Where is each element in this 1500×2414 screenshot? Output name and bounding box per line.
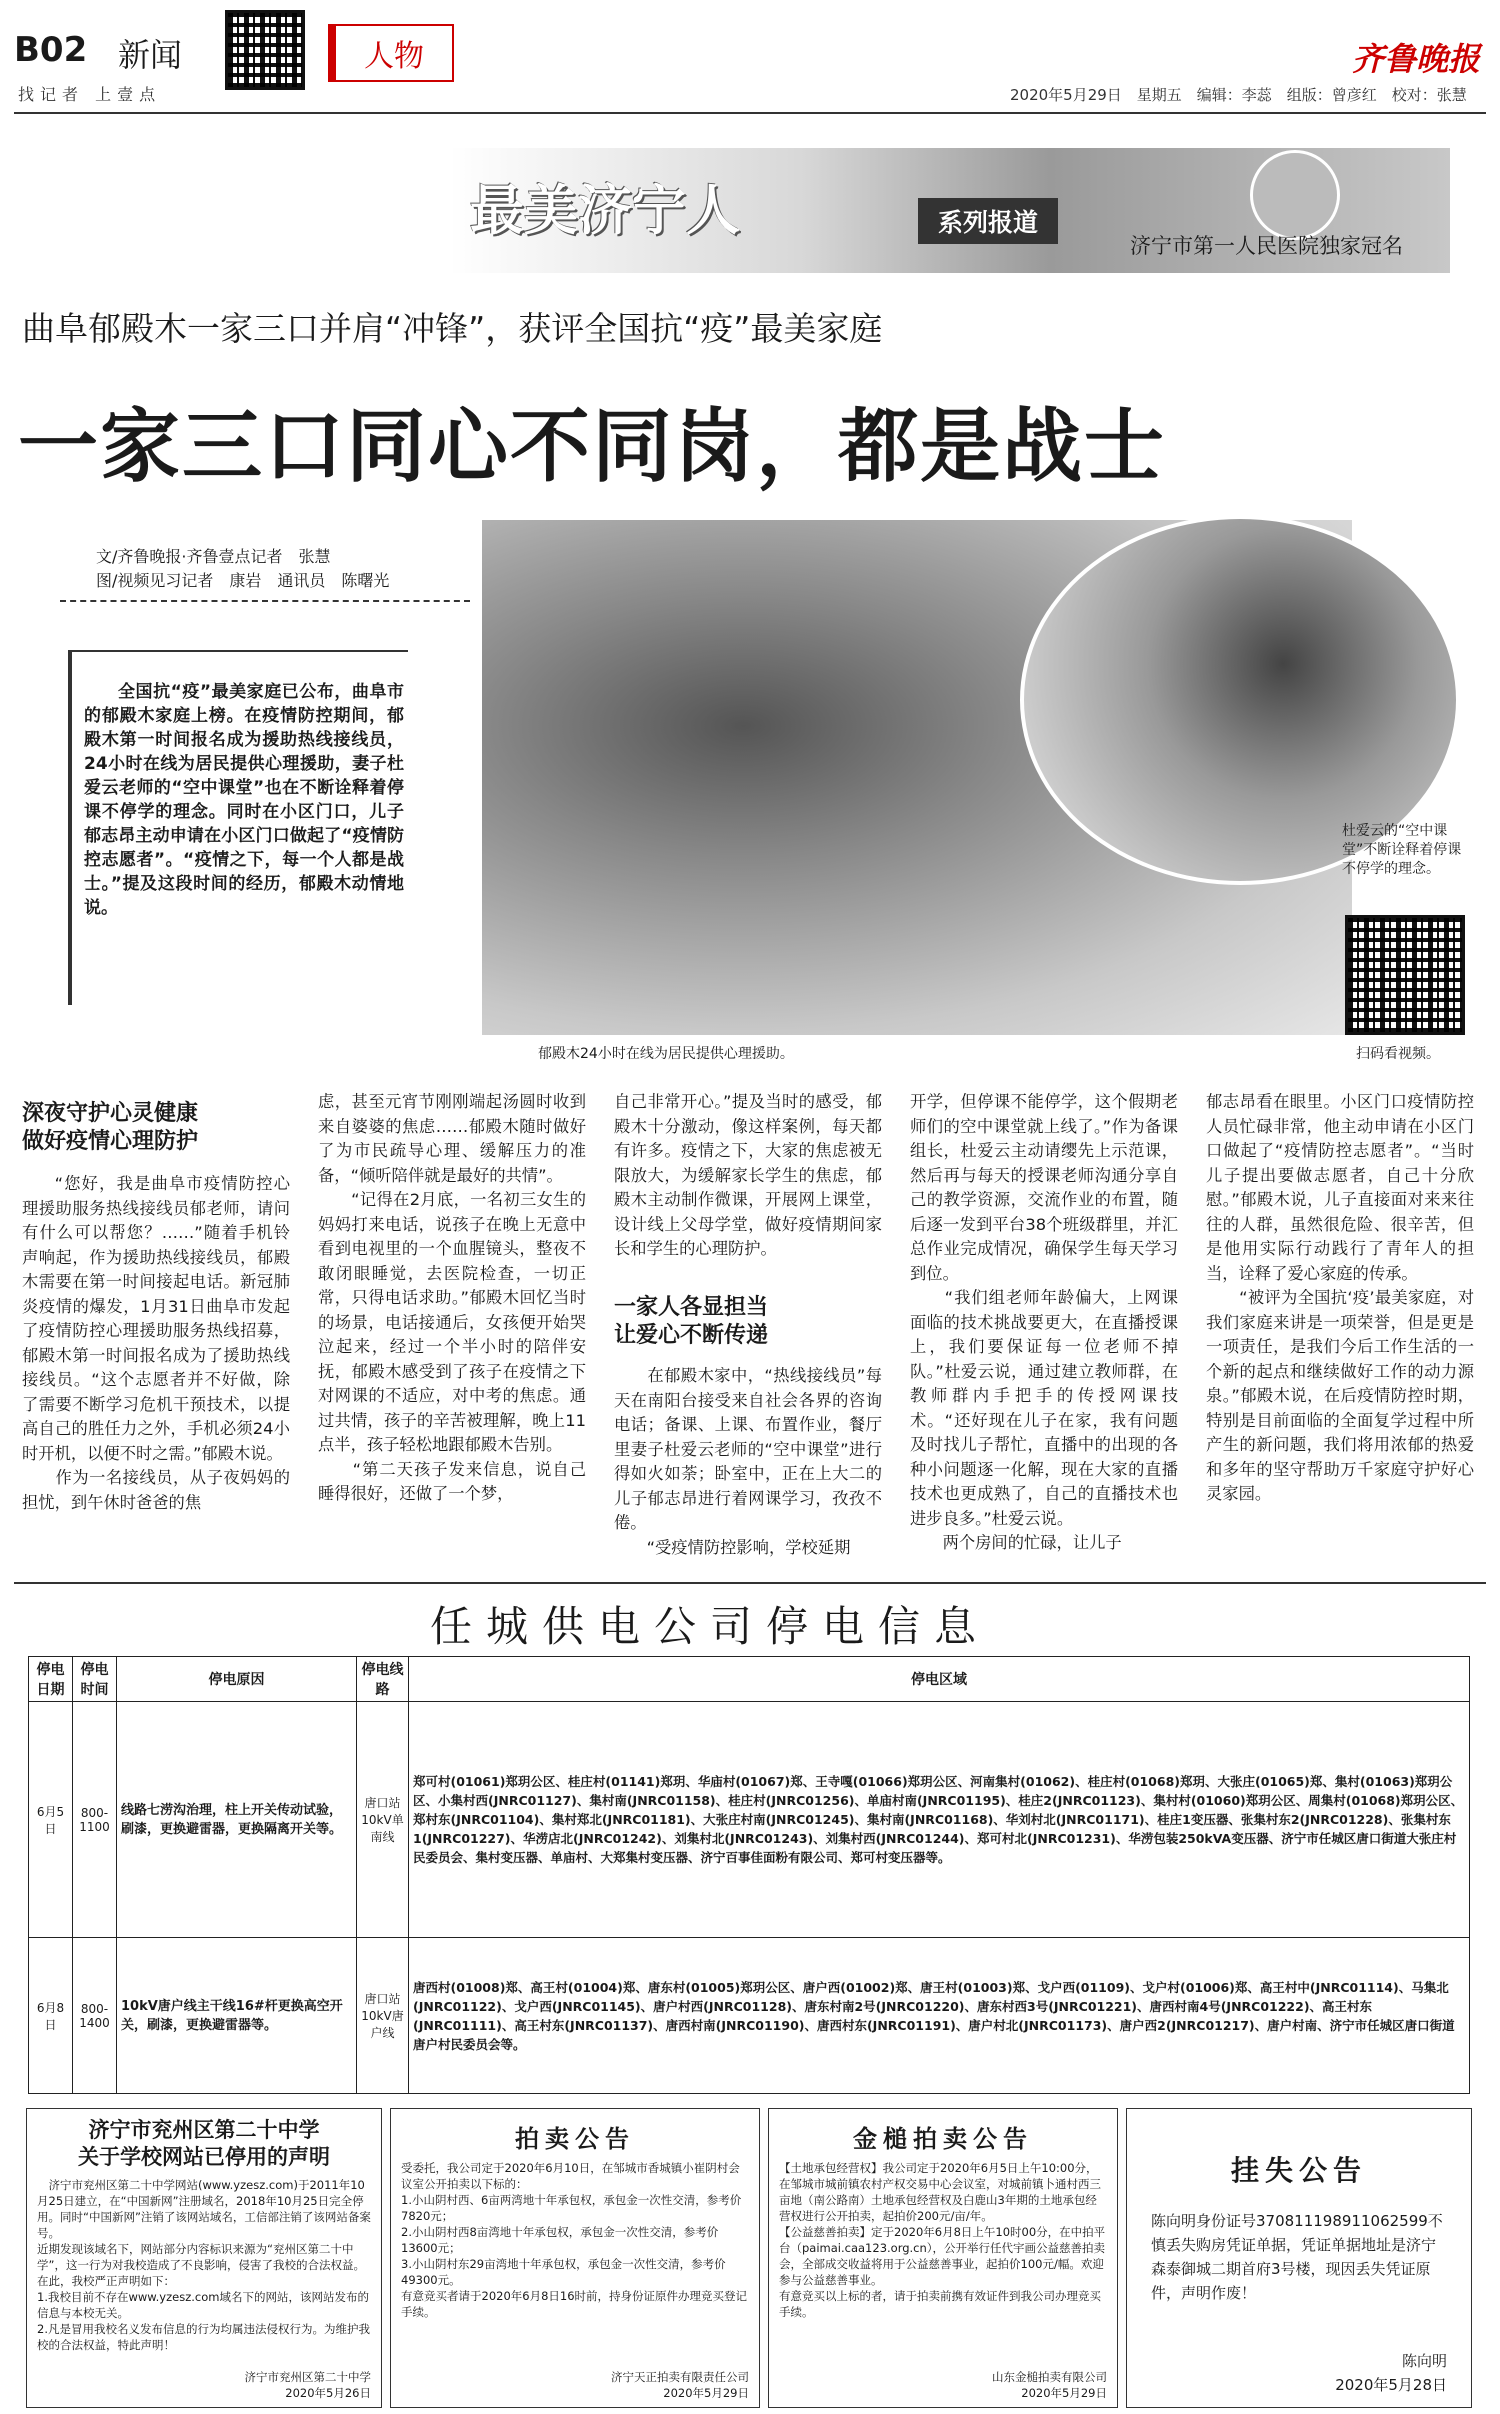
lost-notice-date: 2020年5月28日 xyxy=(1335,2376,1447,2394)
auction-notice-title: 拍卖公告 xyxy=(515,2125,635,2153)
banner-title: 最美济宁人 xyxy=(470,178,740,242)
hospital-emblem-icon xyxy=(1250,150,1340,240)
section-tag: 人物 xyxy=(328,24,454,82)
row-line: 唐口站10kV唐户线 xyxy=(357,1938,409,2094)
section-heading-1: 深夜守护心灵健康 做好疫情心理防护 xyxy=(22,1101,199,1154)
gold-auction-notice xyxy=(768,2108,1118,2408)
article-headline: 一家三口同心不同岗，都是战士 xyxy=(18,400,1166,493)
article-intro: 全国抗“疫”最美家庭已公布，曲阜市的郁殿木家庭上榜。在疫情防控期间，郁殿木第一时间报名成为援助热线接线员，24小时在线为居民提供心理援助，妻子杜爱云老师的“空中课堂”也在不断诠释着停课不停学的理念。同时在小区门口，儿子郁志昂主动申请在小区门口做起了“疫情防控志愿者”。“疫情之下，每一个人都是战士。”提及这段时间的经历，郁殿木动情地说。 xyxy=(84,682,404,918)
row-date: 6月8日 xyxy=(29,1938,73,2094)
header-date: 停电日期 xyxy=(29,1657,73,1702)
header-reason: 停电原因 xyxy=(117,1657,357,1702)
gold-auction-sign: 山东金槌拍卖有限公司 xyxy=(992,2370,1107,2384)
row-date: 6月5日 xyxy=(29,1702,73,1938)
article-column-1: “您好，我是曲阜市疫情防控心理援助服务热线接线员郁老师，请问有什么可以帮您？……”随着手机铃声响起，作为援助热线接线员，郁殿木需要在第一时间接起电话。新冠肺炎疫情的爆发，1月31日曲阜市发起了疫情防控心理援助服务热线招募，郁殿木第一时间报名成为了援助热线接线员。“这个志愿者并不好做，除了需要不断学习危机干预技术，以提高自己的胜任力之外，手机必须24小时开机，以便不时之需。”郁殿木说。 作为一名接线员，从子夜妈妈的担忧，到午休时爸爸的焦 xyxy=(22,1174,290,1512)
article-column-3b: 在郁殿木家中，“热线接线员”每天在南阳台接受来自社会各界的咨询电话；备课、上课、布置作业，餐厅里妻子杜爱云老师的“空中课堂”进行得如火如荼；卧室中，正在上大二的儿子郁志昂进行着网课学习，孜孜不倦。 “受疫情防控影响，学校延期 xyxy=(614,1366,882,1557)
article-column-4: 开学，但停课不能停学，这个假期老师们的空中课堂就上线了。”作为备课组长，杜爱云主动请缨先上示范课，然后再与每天的授课老师沟通分享自己的教学资源，交流作业的布置，随后逐一发到平台38个班级群里，并汇总作业完成情况，确保学生每天学习到位。 “我们组老师年龄偏大，上网课面临的技术挑战要更大，在直播授课上，我们要保证每一位老师不掉队。”杜爱云说，通过建立教师群，在教师群内手把手的传授网课技术。“还好现在儿子在家，我有问题及时找儿子帮忙，直播中的出现的各种小问题逐一化解，现在大家的直播技术也更成熟了，自己的直播技术也进步良多。”杜爱云说。 两个房间的忙碌，让儿子 xyxy=(910,1092,1178,1552)
school-notice xyxy=(26,2108,382,2408)
power-outage-title: 任城供电公司停电信息 xyxy=(430,1602,991,1651)
qr-caption: 扫码看视频。 xyxy=(1356,1046,1440,1062)
lost-notice-sign: 陈向明 xyxy=(1401,2352,1447,2370)
table-row xyxy=(29,1938,1470,2094)
auction-notice-body: 受委托，我公司定于2020年6月10日，在邹城市香城镇小崔阴村会议室公开拍卖以下标的： 1.小山阴村西、6亩两湾地十年承包权，承包金一次性交清，参考价7820元； 2.小山阴村西8亩湾地十年承包权，承包金一次性交清，参考价13600元； 3.小山阴村东29亩湾地十年承包权，承包金一次性交清，参考价49300元。 有意竞买者请于2020年6月8日16时前，持身份证原件办理竞买登记手续。 xyxy=(401,2161,748,2319)
article-subheadline: 曲阜郁殿木一家三口并肩“冲锋”，获评全国抗“疫”最美家庭 xyxy=(22,309,883,348)
auction-notice xyxy=(390,2108,760,2408)
header-rule xyxy=(14,112,1486,114)
section-slogan: 找记者 上壹点 xyxy=(18,85,162,104)
auction-notice-sign: 济宁天正拍卖有限责任公司 xyxy=(611,2370,749,2384)
school-notice-body: 济宁市兖州区第二十中学网站(www.yzesz.com)于2011年10月25日建立，在“中国新网”注册域名，2018年10月25日完全停用。同时“中国新网”注销了该网站域名，工信部注销了该网站备案号。 近期发现该域名下，网站部分内容标识来源为“兖州区第二十中学”，这一行为对我校造成了不良影响，侵害了我校的合法权益。在此，我校严正声明如下： 1.我校目前不存在www.yzesz.com域名下的网站，该网站发布的信息与本校无关。 2.凡是冒用我校名义发布信息的行为均属违法侵权行为。为维护我校的合法权益，特此声明！ xyxy=(37,2178,371,2352)
gold-auction-date: 2020年5月29日 xyxy=(1021,2386,1107,2400)
byline-writer: 文/齐鲁晚报·齐鲁壹点记者 张慧 xyxy=(96,547,331,566)
header-line: 停电线路 xyxy=(357,1657,409,1702)
byline-photographer: 图/视频见习记者 康岩 通讯员 陈曙光 xyxy=(96,571,390,590)
page-number: B02 xyxy=(14,30,88,70)
row-area: 郑可村(01061)郑玥公区、桂庄村(01141)郑玥、华庙村(01067)郑、王寺嘎(01066)郑玥公区、河南集村(01062)、桂庄村(01068)郑玥、大张庄(01065)郑、集村(01063)郑玥公区、小集村西(JNRC01127)、集村南(JNRC01158)、桂庄村(JNRC01256)、单庙村南(JNRC01195)、桂庄2(JNRC01123)、集村村(01060)郑玥公区、周集村(01068)郑玥公区、郑村东(JNRC01104)、集村郑北(JNRC01181)、大张庄村南(JNRC01245)、集村南(JNRC01168)、华刘村北(JNRC01171)、桂庄1变压器、张集村东2(JNRC01228)、张集村东1(JNRC01227)、华涝店北(JNRC01242)、刘集村北(JNRC01243)、刘集村西(JNRC01244)、郑可村北(JNRC01231)、华涝包装250kVA变压器、济宁市任城区唐口街道大张庄村民委员会、集村变压器、单庙村、大郑集村变压器、济宁百事佳面粉有限公司、郑可村变压器等。 xyxy=(409,1702,1470,1938)
header-time: 停电时间 xyxy=(73,1657,117,1702)
school-notice-title: 济宁市兖州区第二十中学 关于学校网站已停用的声明 xyxy=(78,2118,330,2169)
table-row xyxy=(29,1702,1470,1938)
newspaper-logo: 齐鲁晚报 xyxy=(1351,40,1480,78)
article-column-5: 郁志昂看在眼里。小区门口疫情防控人员忙碌非常，他主动申请在小区门口做起了“疫情防控志愿者”。“当时儿子提出要做志愿者，自己十分欣慰。”郁殿木说，儿子直接面对来来往往的人群，虽然很危险、很辛苦，但是他用实际行动践行了青年人的担当，诠释了爱心家庭的传承。 “被评为全国抗‘疫’最美家庭，对我们家庭来讲是一项荣誉，但是更是一项责任，是我们今后工作生活的一个新的起点和继续做好工作的动力源泉。”郁殿木说，在后疫情防控时期，特别是目前面临的全面复学过程中所产生的新问题，我们将用浓郁的热爱和多年的坚守帮助万千家庭守护好心灵家园。 xyxy=(1206,1092,1474,1503)
power-section-rule xyxy=(14,1582,1486,1584)
main-photo-caption: 郁殿木24小时在线为居民提供心理援助。 xyxy=(538,1046,794,1062)
gold-auction-body: 【土地承包经营权】我公司定于2020年6月5日上午10:00分，在邹城市城前镇农村产权交易中心会议室，对城前镇卜通村西三亩地（南公路南）土地承包经营权及白鹿山3年期的土地承包经营权进行公开拍卖，起拍价200元/亩/年。 【公益慈善拍卖】定于2020年6月8日上午10时00分，在中拍平台（paimai.caa123.org.cn），公开举行任代宇画公益慈善拍卖会，全部成交收益将用于公益慈善事业，起拍价100元/幅。欢迎参与公益慈善事业。 有意竞买以上标的者，请于拍卖前携有效证件到我公司办理竞买手续。 xyxy=(779,2161,1106,2319)
row-reason: 10kV唐户线主干线16#杆更换高空开关，刷漆，更换避雷器等。 xyxy=(117,1938,357,2094)
header-area: 停电区域 xyxy=(409,1657,1470,1702)
series-label: 系列报道 xyxy=(918,198,1058,244)
row-time: 800-1100 xyxy=(73,1702,117,1938)
byline-divider xyxy=(60,600,470,602)
dateline: 2020年5月29日 星期五 编辑：李蕊 组版：曾彦红 校对：张慧 xyxy=(1010,86,1467,104)
lost-notice xyxy=(1126,2108,1472,2408)
power-outage-table xyxy=(28,1656,1470,2094)
section-heading-2: 一家人各显担当 让爱心不断传递 xyxy=(614,1295,769,1348)
row-line: 唐口站10kV单南线 xyxy=(357,1702,409,1938)
auction-notice-date: 2020年5月29日 xyxy=(663,2386,749,2400)
lost-notice-title: 挂失公告 xyxy=(1230,2154,1367,2187)
qr-code-icon xyxy=(225,10,305,90)
article-column-3a: 自己非常开心。”提及当时的感受，郁殿木十分激动，像这样案例，每天都有许多。疫情之下，大家的焦虑被无限放大，为缓解家长学生的焦虑，郁殿木主动制作微课，开展网上课堂，设计线上父母学堂，做好疫情期间家长和学生的心理防护。 xyxy=(614,1092,882,1258)
inset-photo-caption: 杜爱云的“空中课堂”不断诠释着停课不停学的理念。 xyxy=(1342,823,1462,877)
sponsor-text: 济宁市第一人民医院独家冠名 xyxy=(1130,234,1403,258)
row-time: 800-1400 xyxy=(73,1938,117,2094)
lost-notice-body: 陈向明身份证号370811198911062599不慎丢失购房凭证单据，凭证单据地址是济宁森泰御城二期首府3号楼，现因丢失凭证原件，声明作废！ xyxy=(1151,2212,1443,2302)
table-header-row xyxy=(29,1657,1470,1702)
article-column-2: 虑，甚至元宵节刚刚端起汤圆时收到来自婆婆的焦虑……郁殿木随时做好了为市民疏导心理、缓解压力的准备，“倾听陪伴就是最好的共情”。 “记得在2月底，一名初三女生的妈妈打来电话，说孩子在晚上无意中看到电视里的一个血腥镜头，整夜不敢闭眼睡觉，去医院检查，一切正常，只得电话求助。”郁殿木回忆当时的场景，电话接通后，女孩便开始哭泣起来，经过一个半小时的陪伴安抚，郁殿木感受到了孩子在疫情之下对网课的不适应，对中考的焦虑。通过共情，孩子的辛苦被理解，晚上11点半，孩子轻松地跟郁殿木告别。 “第二天孩子发来信息，说自己睡得很好，还做了一个梦， xyxy=(318,1092,586,1503)
row-area: 唐西村(01008)郑、高王村(01004)郑、唐东村(01005)郑玥公区、唐户西(01002)郑、唐王村(01003)郑、戈户西(01109)、戈户村(01006)郑、高王村中(JNRC01114)、马集北(JNRC01122)、戈户西(JNRC01145)、唐户村西(JNRC01128)、唐东村南2号(JNRC01220)、唐东村西3号(JNRC01221)、唐西村南4号(JNRC01222)、高王村东(JNRC01111)、高王村东(JNRC01137)、唐西村南(JNRC01190)、唐西村东(JNRC01191)、唐户村北(JNRC01173)、唐户西2(JNRC01217)、唐户村南、济宁市任城区唐口街道唐户村民委员会等。 xyxy=(409,1938,1470,2094)
section-name: 新闻 xyxy=(118,36,183,74)
gold-auction-title: 金槌拍卖公告 xyxy=(853,2125,1033,2153)
row-reason: 线路七涝沟治理，柱上开关传动试验，刷漆，更换避雷器，更换隔离开关等。 xyxy=(117,1702,357,1938)
byline xyxy=(96,545,389,593)
school-notice-sign: 济宁市兖州区第二十中学 xyxy=(244,2370,371,2384)
school-notice-date: 2020年5月26日 xyxy=(285,2386,371,2400)
video-qr-code-icon xyxy=(1345,915,1465,1035)
